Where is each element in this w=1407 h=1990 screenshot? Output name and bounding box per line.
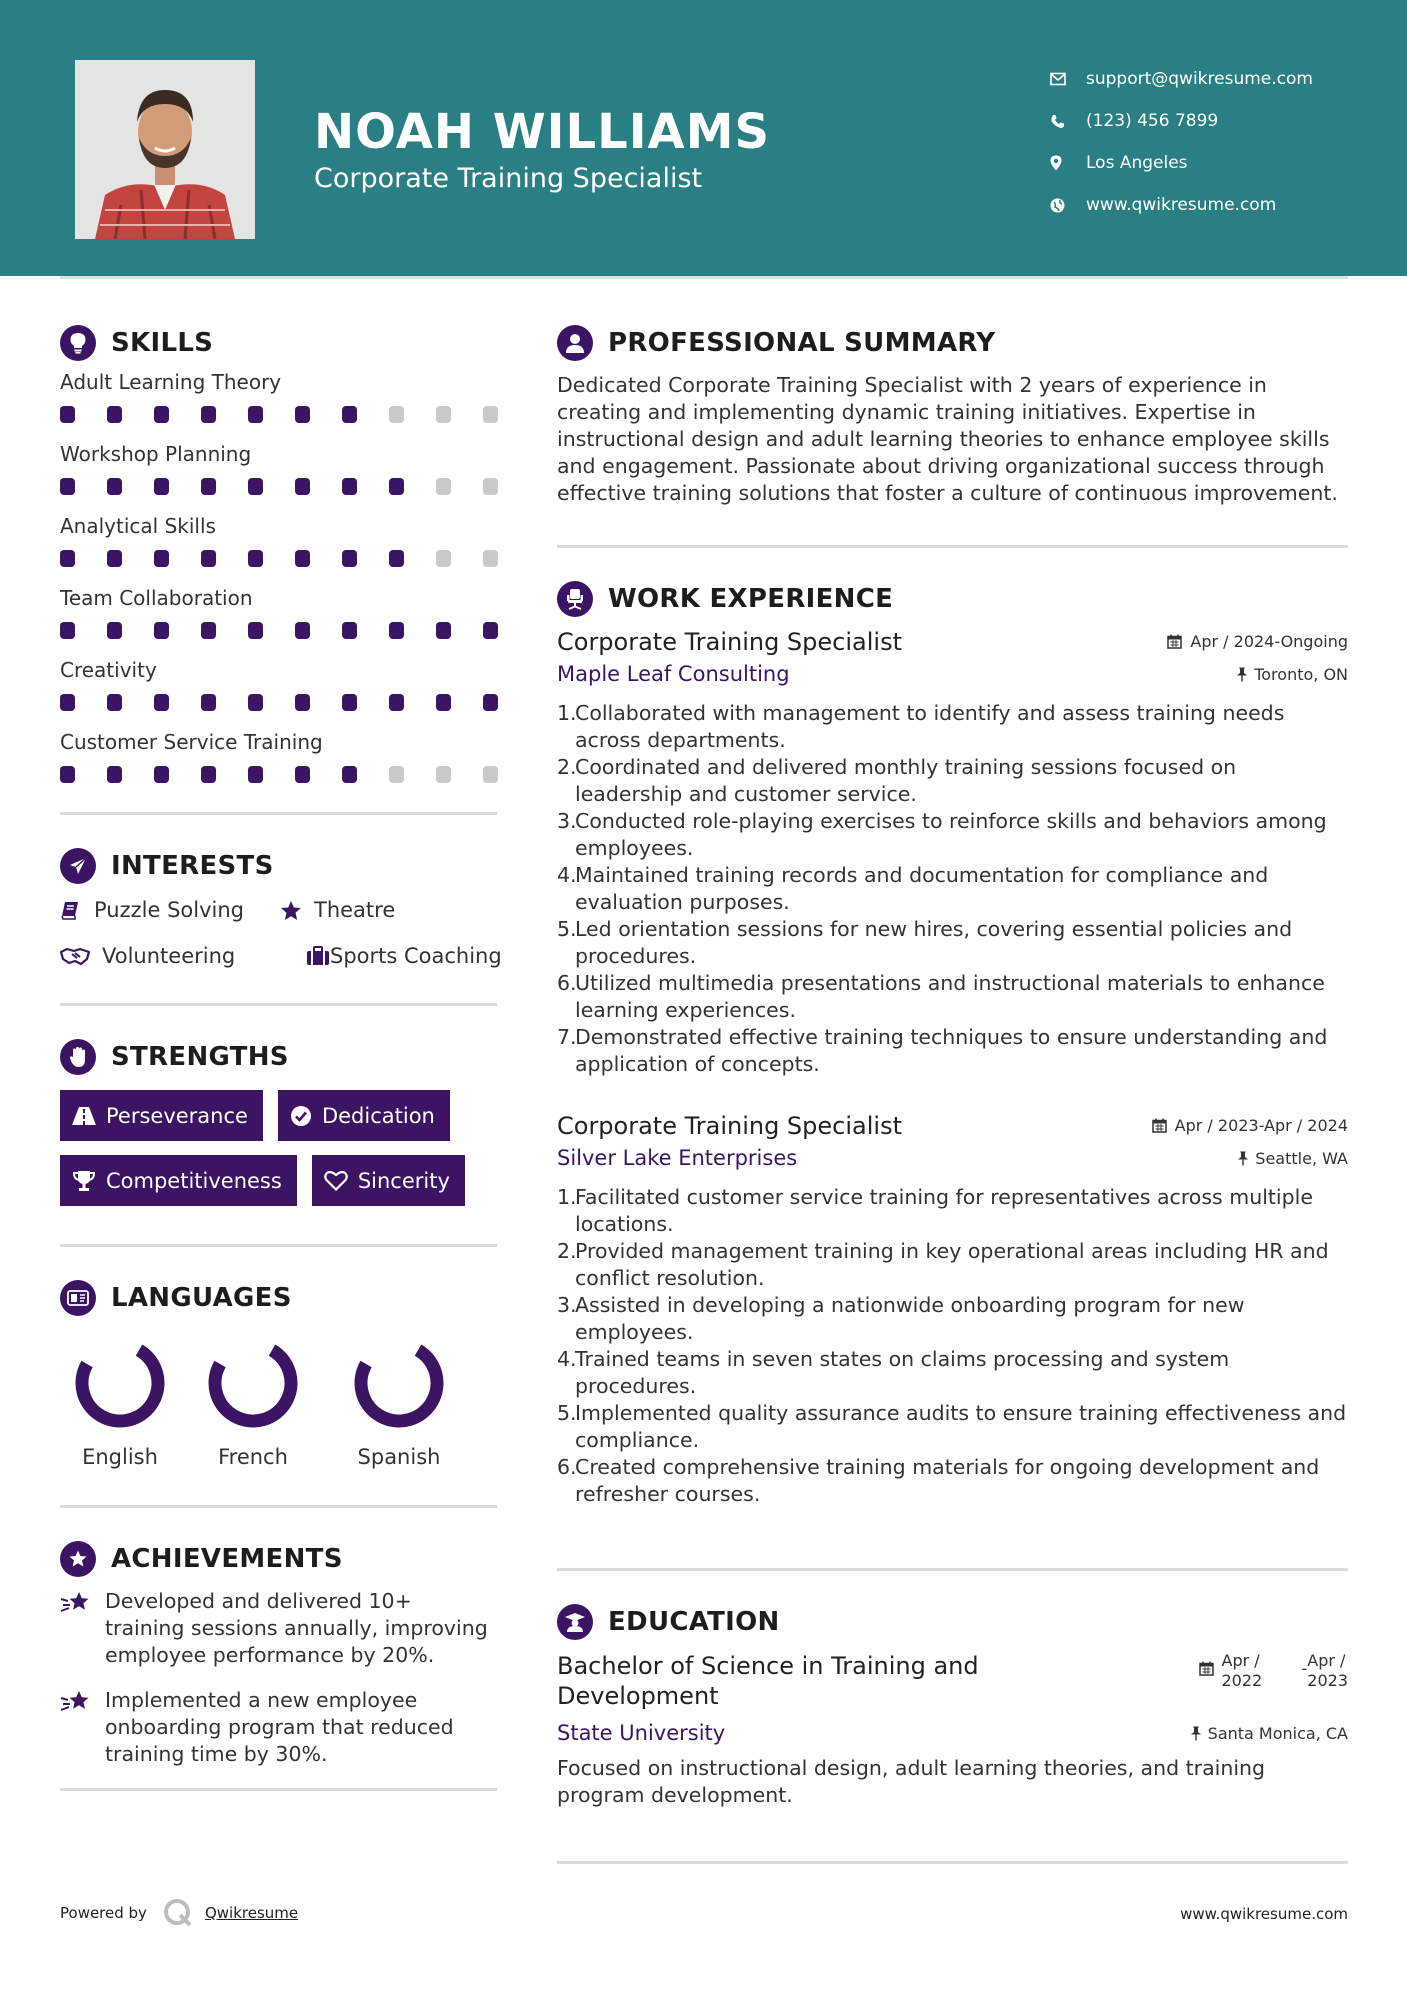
rating-dot-filled bbox=[154, 478, 169, 495]
rating-dot-empty bbox=[436, 406, 451, 423]
rating-dot-empty bbox=[389, 406, 404, 423]
briefcase-icon bbox=[306, 946, 330, 966]
rating-dot-filled bbox=[389, 550, 404, 567]
rating-dot-filled bbox=[201, 478, 216, 495]
rating-dot-empty bbox=[436, 478, 451, 495]
candidate-role: Corporate Training Specialist bbox=[314, 163, 703, 194]
language-label: French bbox=[218, 1445, 288, 1469]
rating-dot-filled bbox=[201, 694, 216, 711]
skills-list bbox=[60, 370, 497, 788]
pushpin-icon bbox=[1236, 667, 1248, 682]
experience-heading: WORK EXPERIENCE bbox=[557, 576, 1348, 622]
phone-icon bbox=[1050, 114, 1086, 129]
job-location: Seattle, WA bbox=[1237, 1149, 1348, 1168]
heart-icon bbox=[324, 1170, 348, 1191]
job-entry bbox=[557, 628, 1348, 1078]
strength-chip: Sincerity bbox=[312, 1155, 465, 1206]
calendar-icon bbox=[1199, 1661, 1214, 1676]
skill-item bbox=[60, 514, 497, 572]
book-icon bbox=[60, 900, 94, 920]
job-bullets bbox=[557, 700, 1348, 1078]
languages-heading: LANGUAGES bbox=[60, 1275, 497, 1321]
section-divider bbox=[557, 545, 1348, 548]
road-icon bbox=[72, 1107, 96, 1125]
achievement-item: Implemented a new employee onboarding program that reduced training time by 30%. bbox=[60, 1687, 497, 1768]
job-location: Toronto, ON bbox=[1236, 665, 1348, 684]
rating-dot-empty bbox=[483, 766, 498, 783]
summary-heading: PROFESSIONAL SUMMARY bbox=[557, 320, 1348, 366]
section-divider bbox=[557, 1861, 1348, 1864]
rating-dot-empty bbox=[436, 766, 451, 783]
rating-dot-filled bbox=[107, 694, 122, 711]
skill-rating bbox=[60, 478, 498, 500]
skill-item bbox=[60, 370, 497, 428]
contact-list bbox=[1050, 58, 1313, 226]
star-icon bbox=[280, 900, 314, 921]
lightbulb-icon bbox=[60, 325, 96, 361]
rating-dot-filled bbox=[60, 694, 75, 711]
skill-name: Creativity bbox=[60, 658, 157, 682]
skill-name: Analytical Skills bbox=[60, 514, 216, 538]
rating-dot-filled bbox=[107, 550, 122, 567]
section-divider bbox=[60, 1244, 497, 1247]
rating-dot-filled bbox=[389, 694, 404, 711]
rating-dot-filled bbox=[201, 622, 216, 639]
bullet-item: 2. Provided management training in key operational areas including HR and conflict resolution. bbox=[557, 1239, 1329, 1290]
rating-dot-filled bbox=[60, 622, 75, 639]
interest-item: Sports Coaching bbox=[280, 941, 500, 971]
shooting-star-icon bbox=[60, 1687, 105, 1768]
skills-heading: SKILLS bbox=[60, 320, 497, 366]
rating-dot-filled bbox=[248, 550, 263, 567]
handshake-icon bbox=[60, 946, 102, 966]
achievement-item: Developed and delivered 10+ training sessions annually, improving employee performance by 20%. bbox=[60, 1588, 497, 1669]
rating-dot-empty bbox=[483, 406, 498, 423]
language-item bbox=[180, 1335, 326, 1469]
school-name: State University bbox=[557, 1721, 726, 1745]
check-circle-icon bbox=[290, 1105, 312, 1127]
skill-name: Adult Learning Theory bbox=[60, 370, 282, 394]
right-column bbox=[557, 320, 1348, 1864]
bullet-item: 1. Collaborated with management to identify and assess training needs across departments. bbox=[557, 701, 1285, 752]
interests-list bbox=[60, 895, 502, 971]
skill-item bbox=[60, 442, 497, 500]
rating-dot-filled bbox=[107, 478, 122, 495]
job-date: Apr / 2023-Apr / 2024 bbox=[1152, 1112, 1348, 1135]
skill-name: Workshop Planning bbox=[60, 442, 252, 466]
header-divider bbox=[60, 276, 1348, 279]
rating-dot-filled bbox=[107, 406, 122, 423]
shooting-star-icon bbox=[60, 1588, 105, 1669]
skill-item bbox=[60, 586, 497, 644]
rating-dot-filled bbox=[295, 694, 310, 711]
bullet-item: 6. Utilized multimedia presentations and instructional materials to enhance learning experiences. bbox=[557, 971, 1325, 1022]
calendar-icon bbox=[1152, 1118, 1167, 1133]
rating-dot-filled bbox=[389, 478, 404, 495]
section-divider bbox=[557, 1568, 1348, 1571]
rating-dot-filled bbox=[107, 622, 122, 639]
interest-item: Theatre bbox=[280, 895, 500, 925]
section-divider bbox=[60, 1505, 497, 1508]
resume-header bbox=[0, 0, 1407, 276]
interest-item: Volunteering bbox=[60, 941, 280, 971]
rating-dot-filled bbox=[248, 478, 263, 495]
degree-title: Bachelor of Science in Training and Development bbox=[557, 1652, 979, 1710]
job-company: Silver Lake Enterprises bbox=[557, 1146, 798, 1170]
section-divider bbox=[60, 1003, 497, 1006]
bullet-item: 2. Coordinated and delivered monthly training sessions focused on leadership and customer service. bbox=[557, 755, 1237, 806]
trophy-icon bbox=[72, 1170, 96, 1192]
rating-dot-filled bbox=[154, 406, 169, 423]
job-company: Maple Leaf Consulting bbox=[557, 662, 790, 686]
skill-rating bbox=[60, 694, 498, 716]
hand-icon bbox=[60, 1039, 96, 1075]
rating-dot-filled bbox=[248, 766, 263, 783]
rating-dot-filled bbox=[483, 622, 498, 639]
education-description: Focused on instructional design, adult learning theories, and training program development. bbox=[557, 1756, 1266, 1807]
bullet-item: 3. Conducted role-playing exercises to reinforce skills and behaviors among employees. bbox=[557, 809, 1327, 860]
summary-text: Dedicated Corporate Training Specialist with 2 years of experience in creating and implementing dynamic training initiatives. Expertise in instructional design and adult learning theories to enhance employee skills and engagement. Passionate about driving organizational success through effective training solutions that foster a culture of continuous improvement. bbox=[557, 373, 1338, 505]
skill-rating bbox=[60, 622, 498, 644]
rating-dot-filled bbox=[201, 406, 216, 423]
rating-dot-filled bbox=[342, 478, 357, 495]
office-chair-icon bbox=[557, 581, 593, 617]
job-title: Corporate Training Specialist bbox=[557, 1112, 902, 1140]
globe-icon bbox=[1050, 198, 1086, 213]
rating-dot-filled bbox=[389, 622, 404, 639]
language-item bbox=[60, 1335, 180, 1469]
rating-dot-filled bbox=[154, 694, 169, 711]
rating-dot-filled bbox=[342, 550, 357, 567]
language-item bbox=[326, 1335, 472, 1469]
rating-dot-filled bbox=[60, 766, 75, 783]
qwikresume-logo-icon bbox=[163, 1898, 193, 1928]
left-column bbox=[60, 320, 502, 1791]
pushpin-icon bbox=[1237, 1151, 1249, 1166]
powered-by: Powered by Qwikresume bbox=[60, 1898, 298, 1928]
user-icon bbox=[557, 325, 593, 361]
rating-dot-empty bbox=[483, 550, 498, 567]
paper-plane-icon bbox=[60, 848, 96, 884]
rating-dot-filled bbox=[436, 694, 451, 711]
strengths-heading: STRENGTHS bbox=[60, 1034, 497, 1080]
rating-dot-empty bbox=[436, 550, 451, 567]
rating-dot-filled bbox=[342, 406, 357, 423]
strength-chip: Perseverance bbox=[60, 1090, 263, 1141]
contact-email[interactable]: support@qwikresume.com bbox=[1050, 58, 1313, 100]
job-title: Corporate Training Specialist bbox=[557, 628, 902, 656]
contact-website[interactable]: www.qwikresume.com bbox=[1050, 184, 1313, 226]
rating-dot-filled bbox=[248, 622, 263, 639]
education-entry bbox=[557, 1651, 1348, 1809]
rating-dot-filled bbox=[154, 550, 169, 567]
achievements-heading: ACHIEVEMENTS bbox=[60, 1536, 497, 1582]
rating-dot-filled bbox=[201, 550, 216, 567]
strength-chip: Dedication bbox=[278, 1090, 450, 1141]
bullet-item: 4. Trained teams in seven states on claims processing and system procedures. bbox=[557, 1347, 1230, 1398]
rating-dot-filled bbox=[295, 406, 310, 423]
section-divider bbox=[60, 1788, 497, 1791]
achievements-list bbox=[60, 1588, 497, 1768]
rating-dot-filled bbox=[436, 622, 451, 639]
strength-chip: Competitiveness bbox=[60, 1155, 297, 1206]
skill-name: Customer Service Training bbox=[60, 730, 323, 754]
bullet-item: 3. Assisted in developing a nationwide onboarding program for new employees. bbox=[557, 1293, 1245, 1344]
map-pin-icon bbox=[1050, 155, 1086, 171]
rating-dot-filled bbox=[342, 694, 357, 711]
contact-phone[interactable]: (123) 456 7899 bbox=[1050, 100, 1313, 142]
job-bullets bbox=[557, 1184, 1348, 1508]
rating-dot-filled bbox=[60, 550, 75, 567]
skill-item bbox=[60, 658, 497, 716]
pushpin-icon bbox=[1190, 1726, 1202, 1741]
language-level-ring bbox=[351, 1335, 447, 1431]
rating-dot-filled bbox=[295, 622, 310, 639]
education-date: Apr / 2022 - Apr / 2023 bbox=[1199, 1651, 1349, 1691]
contact-location: Los Angeles bbox=[1050, 142, 1313, 184]
bullet-item: 1. Facilitated customer service training for representatives across multiple locations. bbox=[557, 1185, 1313, 1236]
bullet-item: 4. Maintained training records and documentation for compliance and evaluation purposes. bbox=[557, 863, 1269, 914]
rating-dot-filled bbox=[342, 622, 357, 639]
rating-dot-filled bbox=[295, 766, 310, 783]
rating-dot-filled bbox=[201, 766, 216, 783]
bullet-item: 7. Demonstrated effective training techniques to ensure understanding and application of concepts. bbox=[557, 1025, 1328, 1076]
footer-website[interactable]: www.qwikresume.com bbox=[1180, 1905, 1348, 1923]
rating-dot-filled bbox=[154, 622, 169, 639]
language-card-icon bbox=[60, 1280, 96, 1316]
skill-rating bbox=[60, 766, 498, 788]
profile-photo bbox=[75, 60, 255, 239]
interests-heading: INTERESTS bbox=[60, 843, 497, 889]
rating-dot-filled bbox=[60, 406, 75, 423]
rating-dot-filled bbox=[60, 478, 75, 495]
skill-rating bbox=[60, 550, 498, 572]
calendar-icon bbox=[1167, 634, 1182, 649]
rating-dot-filled bbox=[154, 766, 169, 783]
strengths-list bbox=[60, 1090, 497, 1206]
language-level-ring bbox=[205, 1335, 301, 1431]
language-label: English bbox=[82, 1445, 158, 1469]
rating-dot-empty bbox=[483, 478, 498, 495]
rating-dot-filled bbox=[248, 694, 263, 711]
rating-dot-filled bbox=[295, 550, 310, 567]
rating-dot-empty bbox=[389, 766, 404, 783]
language-level-ring bbox=[72, 1335, 168, 1431]
award-star-icon bbox=[60, 1541, 96, 1577]
candidate-name: NOAH WILLIAMS bbox=[314, 104, 771, 160]
section-divider bbox=[60, 812, 497, 815]
rating-dot-filled bbox=[295, 478, 310, 495]
interest-item: Puzzle Solving bbox=[60, 895, 280, 925]
job-entry bbox=[557, 1112, 1348, 1508]
rating-dot-filled bbox=[107, 766, 122, 783]
skill-name: Team Collaboration bbox=[60, 586, 253, 610]
rating-dot-filled bbox=[483, 694, 498, 711]
envelope-icon bbox=[1050, 72, 1086, 86]
graduate-icon bbox=[557, 1604, 593, 1640]
languages-list bbox=[60, 1335, 497, 1469]
skill-item bbox=[60, 730, 497, 788]
rating-dot-filled bbox=[342, 766, 357, 783]
rating-dot-filled bbox=[248, 406, 263, 423]
skill-rating bbox=[60, 406, 498, 428]
language-label: Spanish bbox=[357, 1445, 441, 1469]
job-date: Apr / 2024-Ongoing bbox=[1167, 628, 1348, 651]
qwikresume-link[interactable]: Qwikresume bbox=[204, 1904, 299, 1922]
school-location: Santa Monica, CA bbox=[1190, 1724, 1348, 1743]
bullet-item: 6. Created comprehensive training materials for ongoing development and refresher courses. bbox=[557, 1455, 1320, 1506]
bullet-item: 5. Implemented quality assurance audits to ensure training effectiveness and compliance. bbox=[557, 1401, 1347, 1452]
bullet-item: 5. Led orientation sessions for new hires, covering essential policies and procedures. bbox=[557, 917, 1293, 968]
education-heading: EDUCATION bbox=[557, 1599, 1348, 1645]
